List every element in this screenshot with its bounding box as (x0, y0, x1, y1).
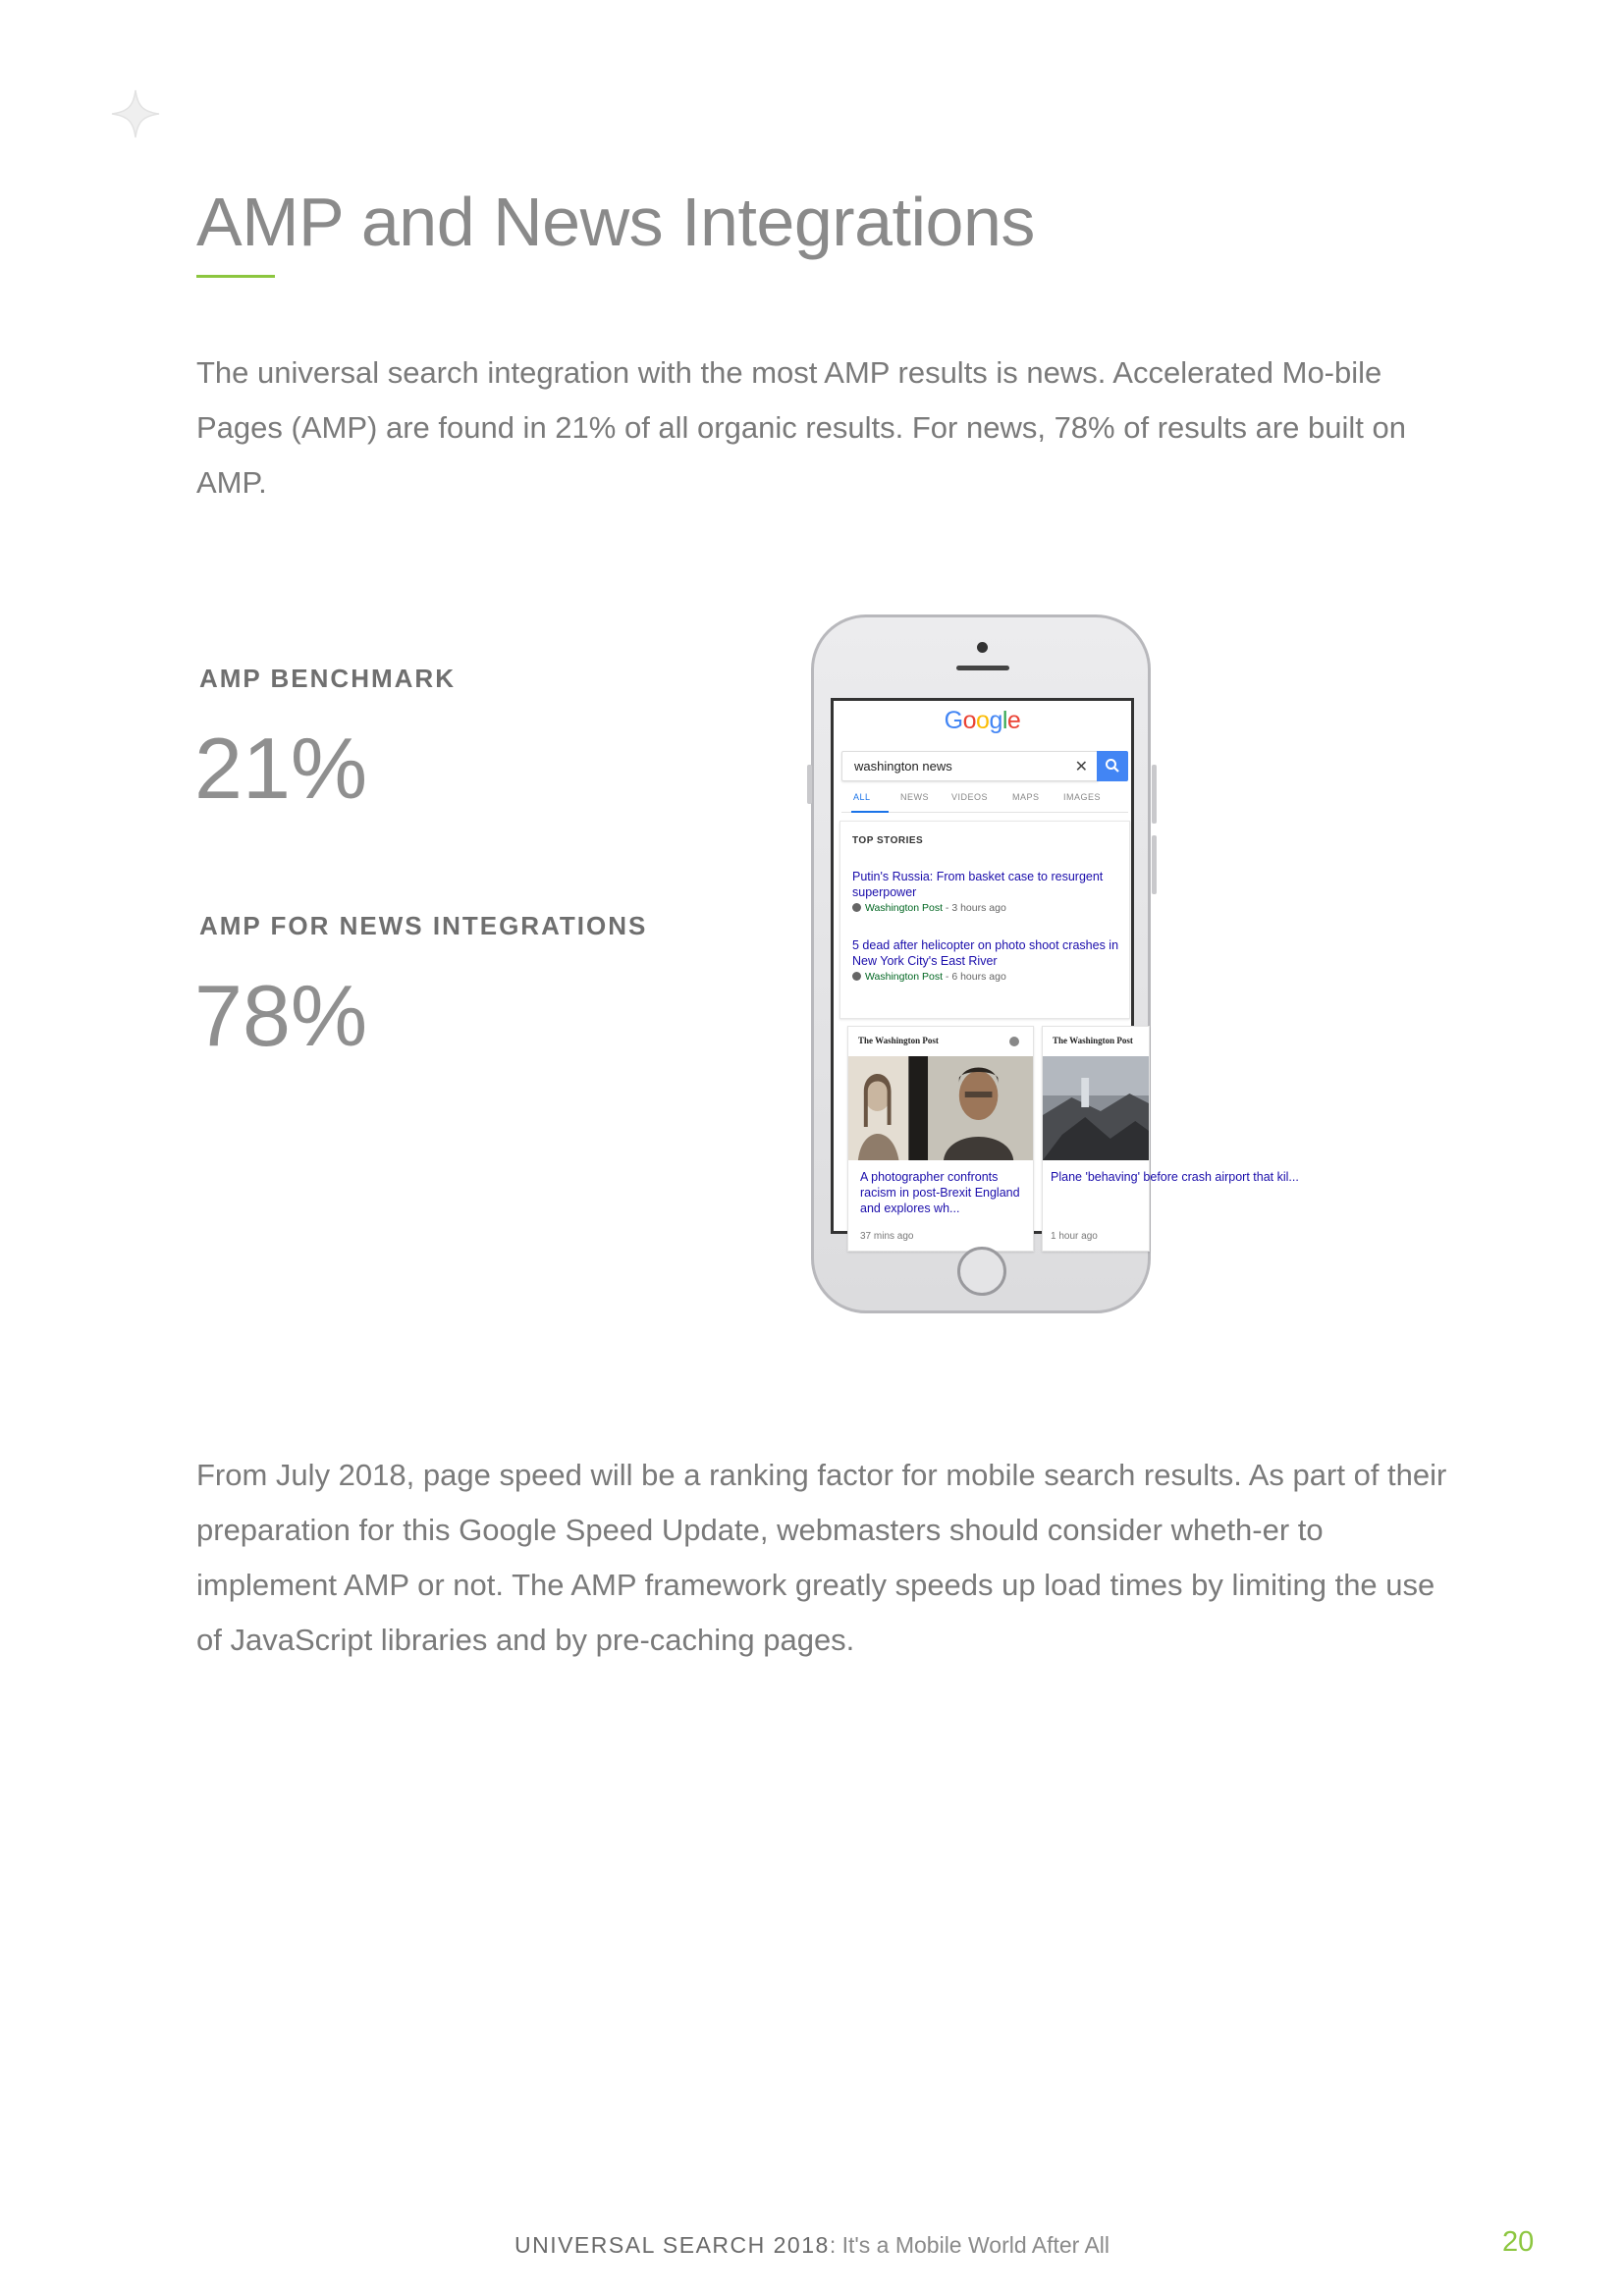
stat-label-amp-news: AMP FOR NEWS INTEGRATIONS (199, 911, 648, 940)
tab-images[interactable]: IMAGES (1063, 792, 1102, 802)
phone-side-button (1152, 835, 1157, 894)
news-card[interactable] (1042, 1026, 1299, 1252)
google-logo-letter: G (944, 707, 963, 734)
card-time: 37 mins ago (860, 1231, 914, 1242)
card-masthead: The Washington Post (1053, 1036, 1133, 1045)
card-title[interactable]: Plane 'behaving' before crash airport that kil... (1051, 1170, 1299, 1184)
story-title[interactable]: 5 dead after helicopter on photo shoot crashes in New York City's East River (852, 938, 1119, 968)
google-logo-letter: l (1001, 707, 1007, 734)
story-source (852, 902, 1123, 914)
phone-side-button (1152, 765, 1157, 824)
page-number: 20 (1502, 2226, 1535, 2258)
google-logo-letter: e (1006, 707, 1021, 734)
stat-value-amp-benchmark: 21% (194, 720, 368, 817)
story-source-name: Washington Post (865, 902, 943, 914)
story-item[interactable] (852, 937, 1123, 983)
footer-publication: UNIVERSAL SEARCH 2018 (514, 2232, 830, 2258)
search-tabs (841, 785, 1128, 813)
story-time: - 6 hours ago (943, 971, 1006, 983)
tab-all[interactable]: ALL (853, 792, 871, 802)
phone-camera (977, 642, 988, 653)
phone-mockup (811, 614, 1299, 1313)
footer-subtitle: : It's a Mobile World After All (829, 2232, 1110, 2258)
google-logo-letter: g (989, 707, 1002, 734)
top-stories-panel (839, 821, 1130, 1019)
stat-value-amp-news: 78% (194, 967, 368, 1064)
footer (0, 2232, 1624, 2259)
search-query: washington news (854, 759, 952, 774)
phone-side-button (807, 765, 812, 804)
closing-paragraph: From July 2018, page speed will be a ranking factor for mobile search results. As part of their preparation for this Google Speed Update, webmasters should consider wheth-er to implement AMP or not. The AMP framework greatly speeds up load times by limiting the use of JavaScript libraries and by pre-caching pages. (196, 1458, 1447, 1657)
google-logo (834, 707, 1131, 735)
search-button[interactable] (1097, 751, 1128, 781)
phone-home-button (957, 1247, 1006, 1296)
card-photo (1043, 1056, 1149, 1160)
phone-screen (831, 698, 1299, 1242)
story-item[interactable] (852, 869, 1123, 914)
title-underline (196, 275, 275, 278)
page-title: AMP and News Integrations (196, 184, 1035, 260)
news-card[interactable] (847, 1026, 1034, 1252)
active-tab-indicator (851, 811, 889, 813)
card-time: 1 hour ago (1051, 1231, 1098, 1242)
card-title[interactable]: A photographer confronts racism in post-Brexit England and explores wh... (860, 1170, 1020, 1215)
stat-label-amp-benchmark: AMP BENCHMARK (199, 664, 456, 693)
sparkle-icon (110, 88, 161, 139)
search-icon (1097, 751, 1128, 781)
tab-news[interactable]: NEWS (900, 792, 929, 802)
source-icon (852, 972, 861, 981)
phone-speaker (956, 666, 1009, 670)
search-input[interactable] (841, 751, 1099, 781)
story-source-name: Washington Post (865, 971, 943, 983)
amp-icon (1009, 1037, 1019, 1046)
close-icon[interactable]: ✕ (1074, 759, 1088, 775)
story-time: - 3 hours ago (943, 902, 1006, 914)
story-source (852, 971, 1123, 983)
google-logo-letter: o (976, 707, 990, 734)
google-logo-letter: o (962, 707, 977, 734)
intro-paragraph: The universal search integration with the most AMP results is news. Accelerated Mo-bile Pages (AMP) are found in 21% of all organic results. For news, 78% of results are built on AMP. (196, 355, 1406, 500)
tab-maps[interactable]: MAPS (1012, 792, 1040, 802)
tab-videos[interactable]: VIDEOS (951, 792, 989, 802)
source-icon (852, 903, 861, 912)
story-title[interactable]: Putin's Russia: From basket case to resurgent superpower (852, 870, 1104, 899)
card-masthead: The Washington Post (858, 1036, 939, 1045)
top-stories-heading: TOP STORIES (852, 835, 924, 846)
card-photo (848, 1056, 1033, 1160)
